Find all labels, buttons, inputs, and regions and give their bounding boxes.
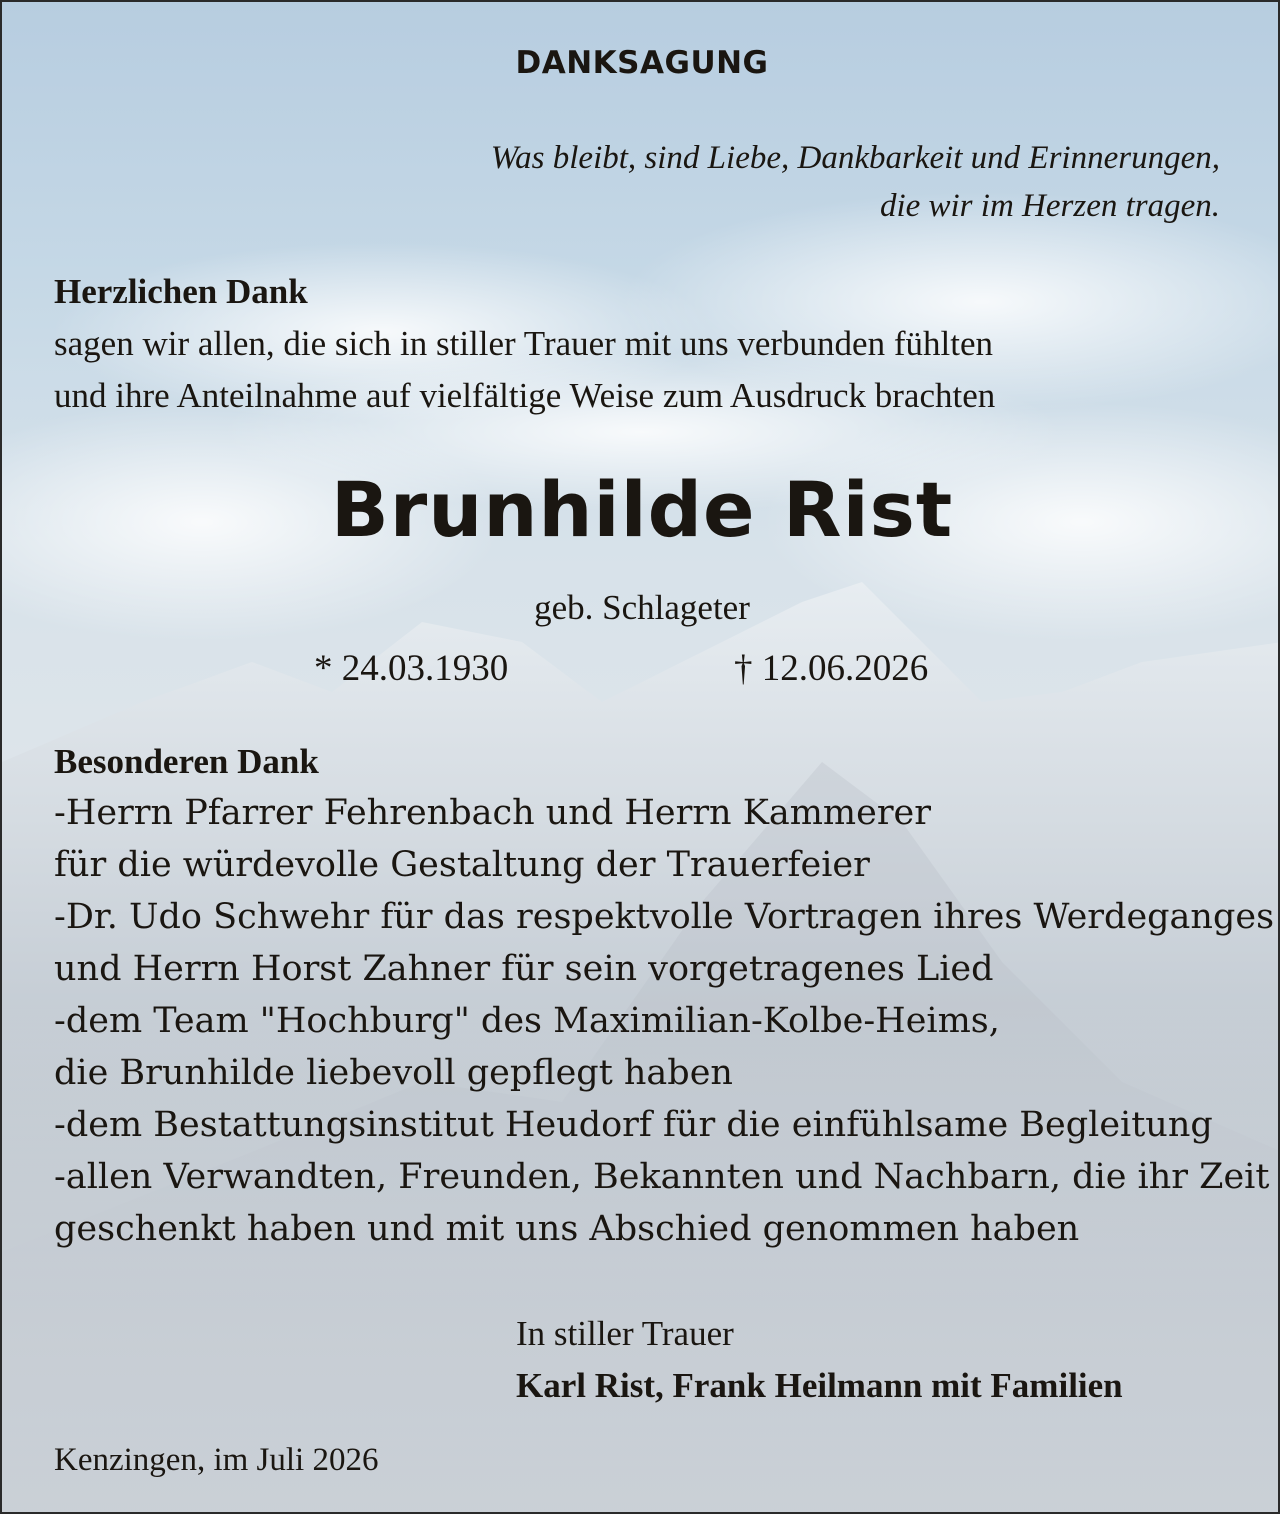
special-thanks-heading: Besonderen Dank: [54, 742, 319, 781]
place-date: Kenzingen, im Juli 2026: [54, 1442, 379, 1478]
death-date: † 12.06.2026: [734, 648, 929, 689]
special-thanks-line: geschenkt haben und mit uns Abschied genommen haben: [54, 1209, 1080, 1249]
special-thanks-line: -dem Bestattungsinstitut Heudorf für die einfühlsame Begleitung: [54, 1105, 1213, 1145]
signature-intro: In stiller Trauer: [516, 1314, 734, 1353]
deceased-name: Brunhilde Rist: [330, 465, 954, 554]
thanks-line: sagen wir allen, die sich in stiller Trauer mit uns verbunden fühlten: [54, 324, 993, 363]
special-thanks-line: -dem Team "Hochburg" des Maximilian-Kolbe-Heims,: [54, 1001, 1000, 1041]
signature-names: Karl Rist, Frank Heilmann mit Familien: [516, 1366, 1123, 1405]
quote-line: die wir im Herzen tragen.: [879, 188, 1220, 224]
birth-name: geb. Schlageter: [534, 588, 750, 627]
birth-date: * 24.03.1930: [314, 648, 509, 689]
page-title: DANKSAGUNG: [515, 45, 769, 81]
thanks-heading: Herzlichen Dank: [54, 272, 308, 311]
special-thanks-line: -Dr. Udo Schwehr für das respektvolle Vortragen ihres Werdeganges: [54, 897, 1275, 937]
special-thanks-line: -Herrn Pfarrer Fehrenbach und Herrn Kammerer: [54, 793, 931, 833]
special-thanks-line: die Brunhilde liebevoll gepflegt haben: [54, 1053, 733, 1093]
special-thanks-line: für die würdevolle Gestaltung der Trauerfeier: [54, 845, 870, 885]
special-thanks-line: und Herrn Horst Zahner für sein vorgetragenes Lied: [54, 949, 994, 989]
special-thanks-line: -allen Verwandten, Freunden, Bekannten und Nachbarn, die ihr Zeit: [54, 1157, 1270, 1197]
quote-line: Was bleibt, sind Liebe, Dankbarkeit und Erinnerungen,: [490, 140, 1220, 176]
thanks-line: und ihre Anteilnahme auf vielfältige Weise zum Ausdruck brachten: [54, 376, 996, 415]
